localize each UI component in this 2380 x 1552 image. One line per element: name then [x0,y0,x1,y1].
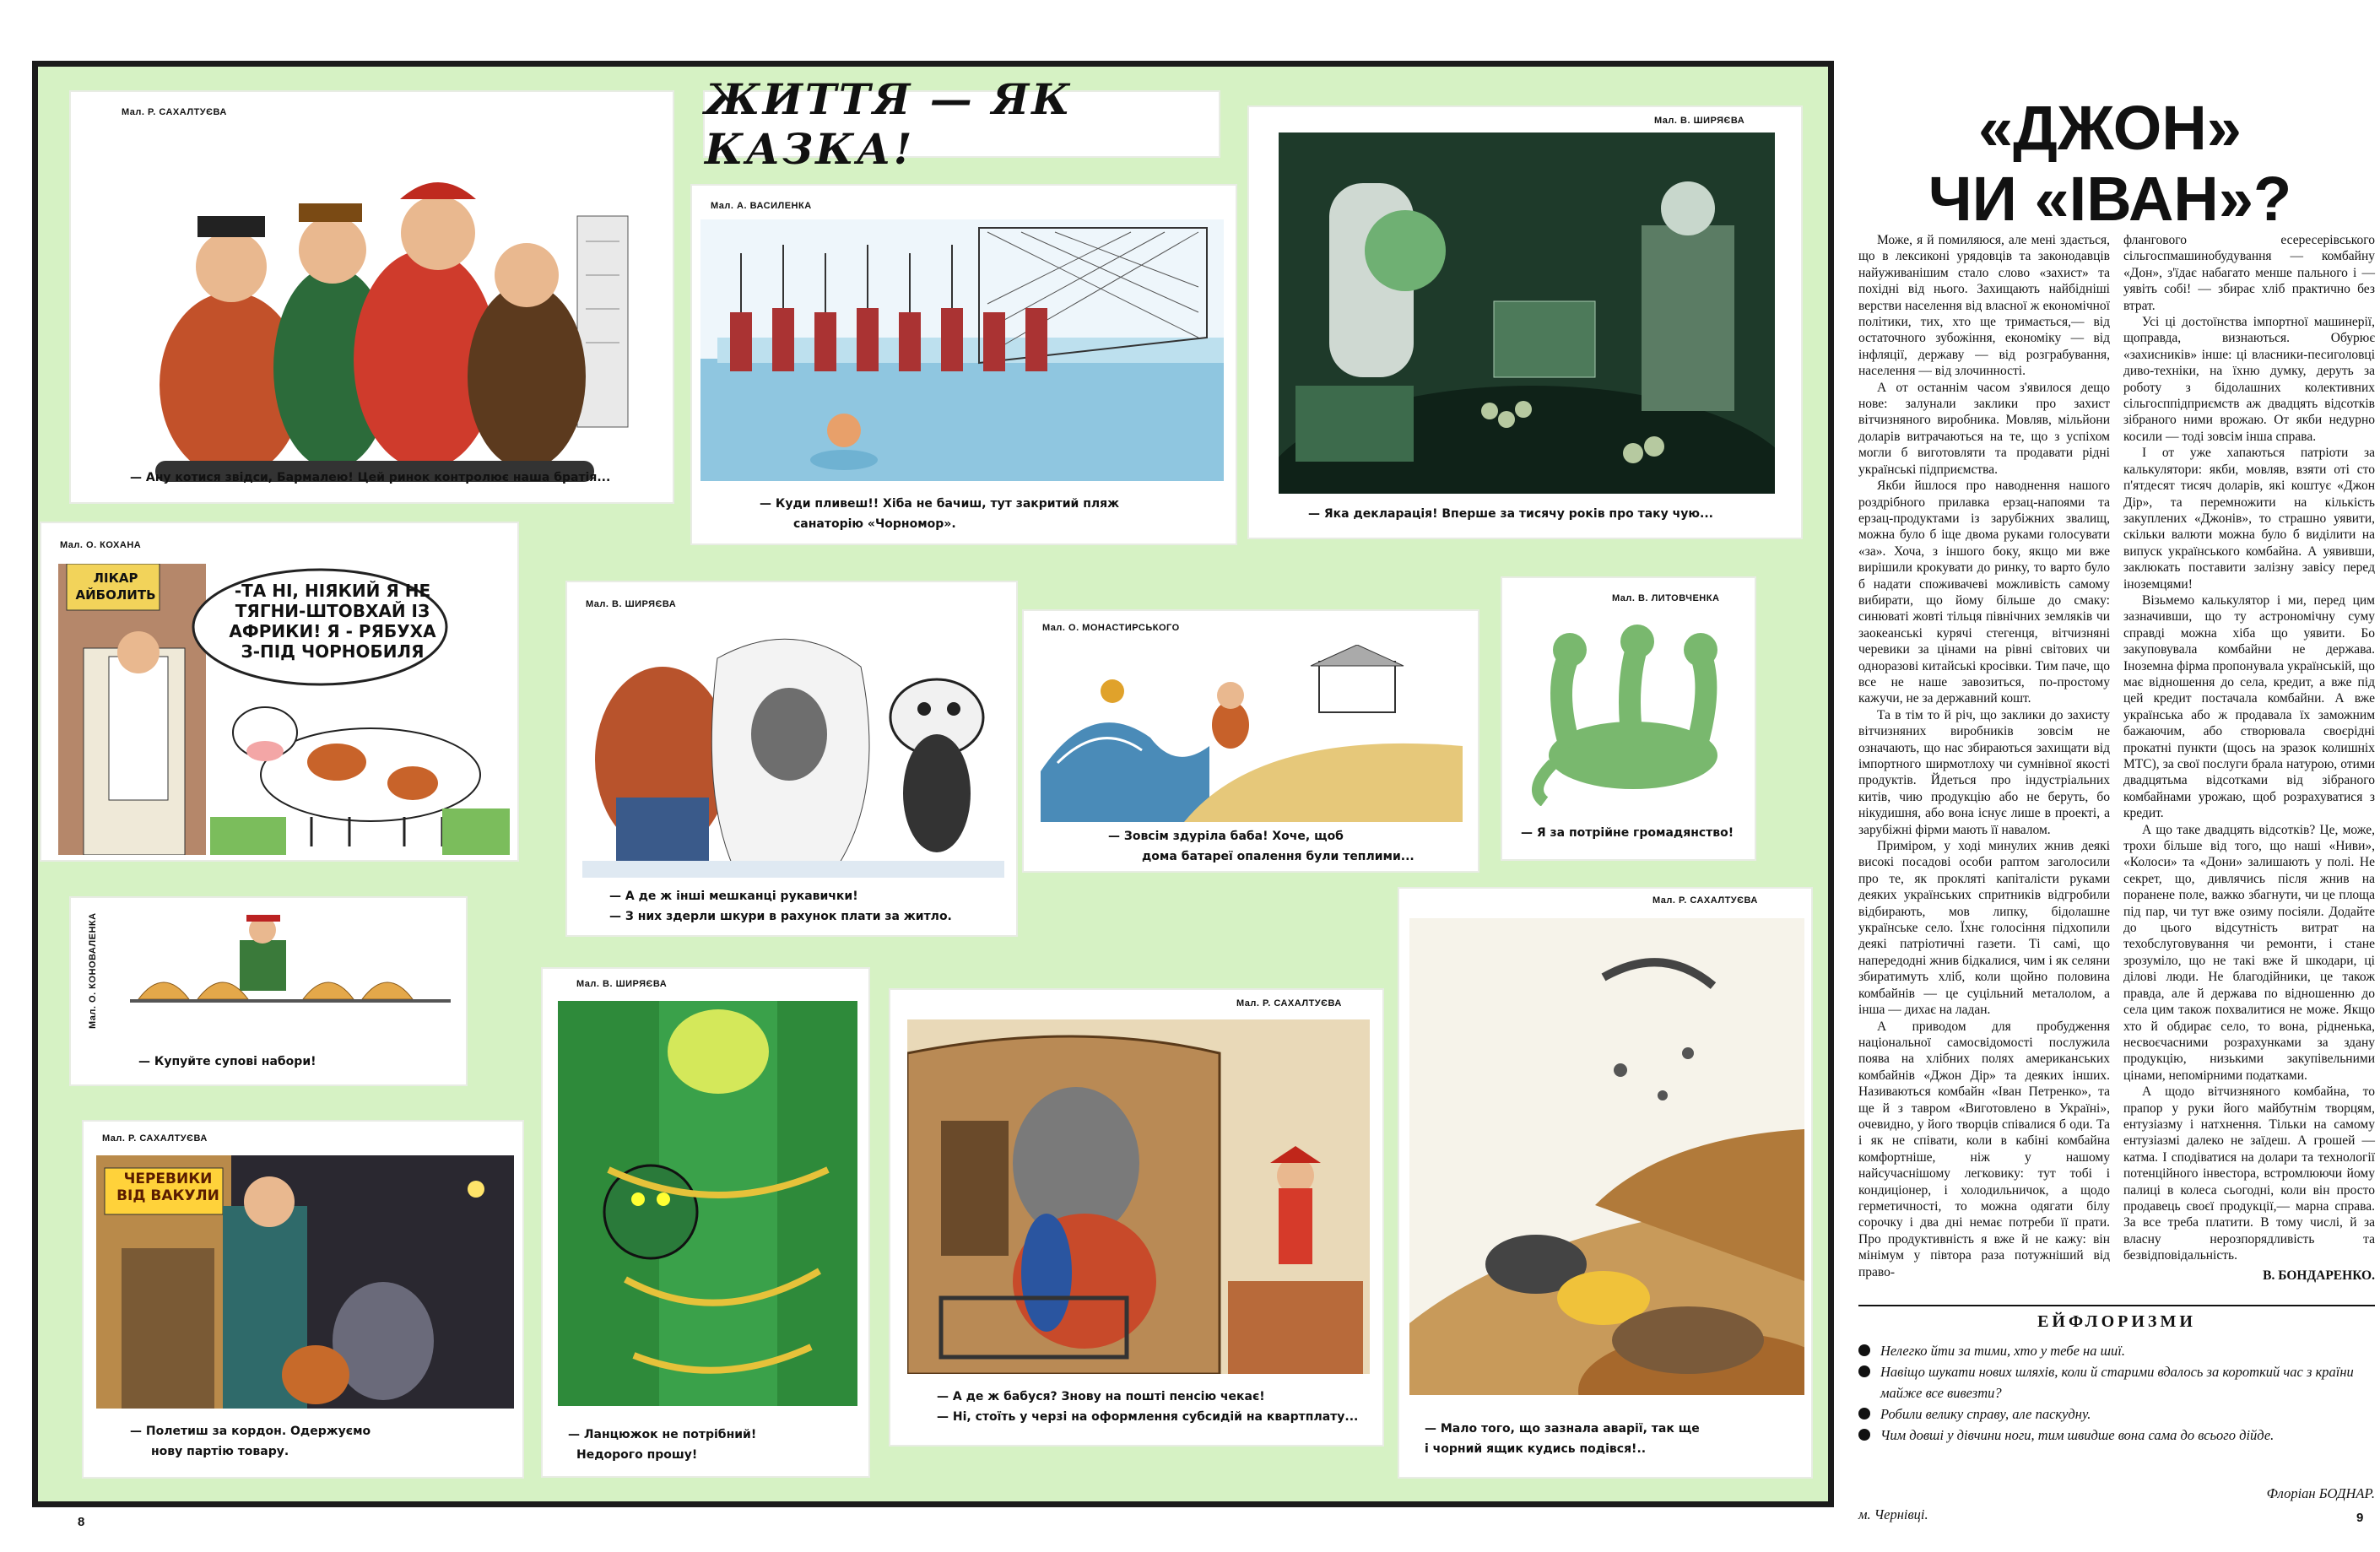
cartoon-card-5 [565,581,1018,937]
article-title: «ДЖОН» ЧИ «ІВАН»? [1928,93,2292,234]
bullet-icon [1858,1429,1870,1441]
speech-bubble: -ТА НІ, НІЯКИЙ Я НЕ ТЯГНИ-ШТОВХАЙ ІЗ АФРИКИ! Я - РЯБУХА З-ПІД ЧОРНОБИЛЯ [229,581,436,662]
cartoon-illustration-treasure-cave [1279,132,1775,494]
cartoon-caption: — Яка декларація! Вперше за тисячу років про таку чую... [1308,507,1713,521]
cartoon-illustration-mitten [582,625,1004,878]
cartoon-caption: — Куди пливеш!! Хіба не бачиш, тут закритий пляж санаторію «Чорномор». [760,497,1120,531]
cartoon-credit: Мал. Р. САХАЛТУЄВА [1652,895,1758,906]
section-heading-box [703,74,1220,174]
cartoon-illustration-three-headed-dragon [1519,620,1743,806]
article-paragraph: І от уже хапаються патріоти за калькулятори: якби, мовляв, взяти оті сто п'ятдесят тисяч доларів, які коштує «Джон Дір», та перемножити на кількість закуплених «Джонів», то страшно уявити, скільки валюти можна було б виділити на випуск українського комбайна. А уявивши, заклюкать поставити залізну завісу перед іноземцями! [2123,446,2375,592]
article-paragraph: А приводом для пробудження національної самосвідомості послужила поява на хлібних полях американських комбайнів «Джон Дір» та деяких інших. Називаються комбайн «Іван Петренко», та ще й з тавром «Виготовлено в Україні», очевидно, у його творців співалися б оди. Та і як не співати, коли в кабіні комбайна комфортніше, ніж у нашому найсучаснішому легковику: тут тобі і кондиціонер, і холодильничок, а щодо герметичності, то можна одягати білу сорочку і два дні немає потреби її прати. Про продуктивність я вже й не кажу: він мінімум у півтора раза потужніший від право- [1858,1019,2110,1279]
cartoon-credit: Мал. О. КОНОВАЛЕНКА [88,912,98,1029]
bullet-icon [1858,1344,1870,1356]
cartoon-caption: — Купуйте супові набори! [138,1055,316,1068]
article-paragraph: флангового есересерівського сільгоспмашинобудування — комбайну «Дон», з'їдає набагато менше пального і — уявіть собі! — збирає хліб практично без втрат. [2123,233,2375,313]
cartoon-caption: — Ланцюжок не потрібний! Недорого прошу! [568,1428,757,1462]
bullet-icon [1858,1408,1870,1420]
cartoon-credit: Мал. Р. САХАЛТУЄВА [102,1133,208,1144]
cartoon-illustration-old-woman-sea [1041,645,1463,822]
cartoon-illustration-wolf-grandma [907,1019,1370,1374]
cartoon-card-1 [69,90,674,504]
cartoon-credit: Мал. В. ШИРЯЄВА [576,979,668,989]
article-column-1 [1858,232,2110,1280]
cartoon-card-11 [889,988,1384,1447]
cartoon-illustration-crash [1409,918,1804,1395]
divider-rule [1858,1305,2375,1306]
article-paragraph: Усі ці достоїнства імпортної машинерії, щоправда, визнаються. Обурює «захисників» інше: ці власники-песиголовці диво-техніки, на їхню думку, деруть за роботу з бідолашних колективних сільгосппідприємств аж двадцять відсотків зібраного ними врожаю. От якби недурно косили — тоді зовсім інша справа. [2123,315,2375,444]
aphorisms-title: ЕЙФЛОРИЗМИ [2037,1312,2196,1331]
cartoon-credit: Мал. Р. САХАЛТУЄВА [1236,998,1342,1009]
aphorism-item: Чим довші у дівчини ноги, тим швидше вона сама до всього дійде. [1858,1425,2375,1446]
cartoon-credit: Мал. В. ШИРЯЄВА [586,599,677,609]
cartoon-caption: — Мало того, що зазнала аварії, так ще і чорний ящик кудись подівся!.. [1425,1422,1700,1456]
cartoon-credit: Мал. О. КОХАНА [60,540,142,550]
article-paragraph: А що таке двадцять відсотків? Це, може, трохи більше від того, що наші «Ниви», «Колоси» та «Дони» залишають у полі. Не секрет, що, дивлячись після жнив на поранене поле, важко збагнути, чи це площа під пар, чи тут вже озиму посіяли. Додайте до цього відсутність витрат на техобслуговування чи ремонти, і стане зрозуміло, що не такі вже й шкодари, ці ділові люди. Не благодійники, це також правда, але й держава по відношенню до села цим також похвалитися не може. Якщо хто й обдирає село, то вона, рідненька, несвоєчасними розрахунками за здану продукцію, низькими закупівельними цінами, непомірними податками. [2123,822,2375,1083]
cartoon-caption: — А де ж інші мешканці рукавички! — З них здерли шкури в рахунок плати за житло. [609,890,952,923]
cartoon-caption: — Зовсім здуріла баба! Хоче, щоб дома батареї опалення були теплими... [1108,830,1414,863]
section-heading: ЖИТТЯ — ЯК КАЗКА! [705,74,1073,174]
cartoon-credit: Мал. В. ШИРЯЄВА [1654,116,1745,126]
article-paragraph: Приміром, у ході минулих жнив деякі високі посадові особи раптом заголосили про те, як прокляті капіталісти руками деяких українських спритників відгробили відбирають, мов липку, бідолашне українське село. Їхнє голосіння підхопили деякі патріотичні газети. Ті самі, що напередодні жнив бідкалися, чим і як селяни збиратимуть хліб, коли щойно половина комбайнів — це суцільний металолом, а інша — дихає на ладан. [1858,839,2110,1018]
aphorism-item: Навіщо шукати нових шляхів, коли й старими вдалось за короткий час з країни майже все вивезти? [1858,1361,2375,1403]
cartoon-illustration-closed-beach [700,219,1224,481]
aphorisms-list [1858,1340,2375,1446]
cartoon-card-12 [1398,887,1813,1479]
aphorism-item: Робили велику справу, але паскудну. [1858,1403,2375,1425]
cartoon-caption: — А де ж бабуся? Знову на пошті пенсію чекає! — Ні, стоїть у черзі на оформлення субсидій на квартплату... [937,1390,1359,1424]
cartoon-card-7 [1501,576,1756,861]
article-paragraph: Може, я й помиляюся, але мені здається, що в лексиконі урядовців та законодавців найуживанішим стало слово «захист» та похідні від нього. Захищають найбідніші верстви населення від власної ж економічної політики, тих, хто ще тримається,— від остаточного зубожіння, економіку — від інфляції, державу — від розграбування, населення — від злочинності. [1858,233,2110,379]
cartoon-card-4 [40,522,519,862]
cartoon-caption: — Ану котися звідси, Бармалею! Цей ринок контролює наша братія... [130,471,611,484]
cartoon-card-8 [69,896,468,1086]
article-paragraph: Якби йшлося про наводнення нашого роздрібного прилавка ерзац-напоями та ерзац-продуктами із зарубіжних звалищ, можна було б іще двома руками голосувати «за». Хоча, з іншого боку, якщо ми вже вирішили крокувати до ринку, то варто було б надати споживачеві можливість самому вибирати, що йому більше до смаку: синюваті жовті тільця північних земляків чи заокеанські курячі стегенця, вітчизняні черевики за цінами на рівні світових чи одноразові китайські кросівки. Тим паче, що все не наше завозиться, по-простому кажучи, не за державний кошт. [1858,479,2110,706]
aphorism-item: Нелегко йти за тими, хто у тебе на шиї. [1858,1340,2375,1361]
article-paragraph: А от останнім часом з'явилося дещо нове: залунали заклики про захист вітчизняного виробника. Мовляв, мільйони доларів витрачаються на те, що з успіхом могли б виготовляти та продавати рідні українські підприємства. [1858,380,2110,477]
clinic-sign: ЛІКАР АЙБОЛИТЬ [75,571,156,603]
cartoon-credit: Мал. О. МОНАСТИРСЬКОГО [1042,623,1180,633]
cartoon-card-10 [541,967,870,1478]
cartoon-caption: — Полетиш за кордон. Одержуємо нову партію товару. [130,1425,371,1458]
bullet-icon [1858,1365,1870,1377]
article-author: В. БОНДАРЕНКО. [2263,1268,2375,1283]
article-column-2 [2123,232,2375,1284]
aphorisms-place: м. Чернівці. [1858,1506,1928,1522]
cartoon-card-2 [690,184,1237,545]
page-number-left: 8 [78,1515,85,1529]
cartoon-caption: — Я за потрійне громадянство! [1521,826,1734,840]
article-paragraph: Візьмемо калькулятор і ми, перед цим зазначивши, що ту астрономічну суму справді можна хіба що уявити. Бо закуповувала комбайни не держава. Іноземна фірма пропонувала українській, що має відношення до села, кредит, а вже під цей кредит постачала комбайни. А вже українська або ж продавала їх заможним бажаючим, або створювала своєрідні прокатні пункти (щось на зразок колишніх МТС), за свої послуги брала натурою, отими двадцятьма відсотками від зібраного комбайнами урожаю, щоб розрахуватися з кредит. [2123,592,2375,821]
cartoon-illustration-soup-sets [122,915,459,1025]
aphorisms-author: Флоріан БОДНАР. [2266,1485,2375,1501]
cartoon-illustration-chain-oak [558,1001,857,1406]
cartoon-card-6 [1022,609,1479,873]
shop-sign: ЧЕРЕВИКИ ВІД ВАКУЛИ [116,1171,219,1204]
cartoon-credit: Мал. Р. САХАЛТУЄВА [122,107,227,117]
article-paragraph: А щодо вітчизняного комбайна, то прапор у руки його майбутнім творцям, ентузіазму і натхнення. Тільки на самому ентузіазмі далеко не заїдеш. А грошей — катма. І сподіватися на долари та технології потенційного інвестора, встромлюючи йому палиці в колеса сьогодні, коли він просто продавець своєї продукції,— марна справа. За все треба платити. В тому числі, й за власну нерозпорядливість та безвідповідальність. [2123,1084,2375,1263]
article-paragraph: Та в тім то й річ, що заклики до захисту вітчизняних виробників зовсім не означають, що нас збираються захищати від імпортного ширмотлоху чи сумнівної якості продуктів. Йдеться про індустріальних китів, чию продукцію або не беруть, бо нікудишня, або вона існує лише в проекті, а зарубіжні фірми мають її навалом. [1858,707,2110,837]
cartoon-credit: Мал. А. ВАСИЛЕНКА [711,201,812,211]
cartoon-credit: Мал. В. ЛИТОВЧЕНКА [1612,593,1720,603]
page-number-right: 9 [2356,1511,2364,1525]
cartoon-card-9 [82,1120,524,1479]
cartoon-card-3 [1247,105,1803,539]
